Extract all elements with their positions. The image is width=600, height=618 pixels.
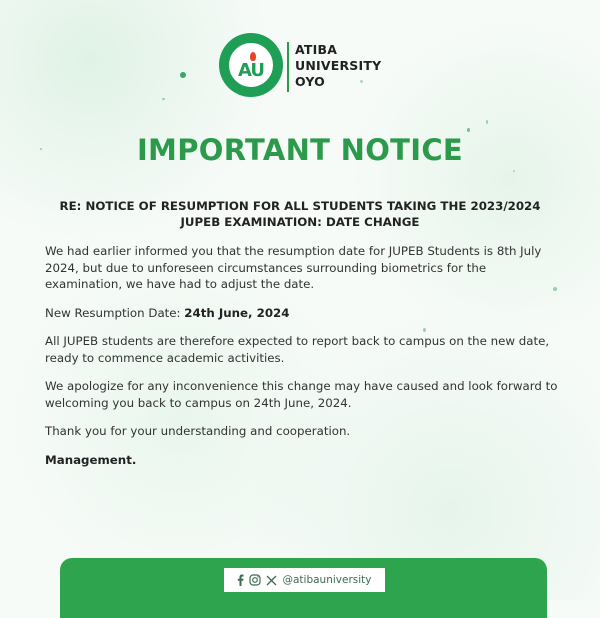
instagram-icon[interactable] [249, 574, 261, 586]
x-icon[interactable] [266, 575, 277, 586]
decorative-speck [513, 170, 515, 172]
notice-body [45, 243, 565, 480]
notice-heading-line1: RE: NOTICE OF RESUMPTION FOR ALL STUDENTS TAKING THE 2023/2024 [59, 199, 541, 213]
paragraph-earlier-info: We had earlier informed you that the resumption date for JUPEB Students is 8th July 2024, but due to unforeseen circumstances surrounding biometrics for the examination, we have had to adjust the date. [45, 244, 542, 291]
page-title: IMPORTANT NOTICE [136, 133, 464, 167]
paragraph-thanks: Thank you for your understanding and cooperation. [45, 424, 351, 438]
university-name-line: ATIBA [295, 42, 338, 57]
university-logo [219, 33, 283, 97]
paragraph-apology: We apologize for any inconvenience this change may have caused and look forward to welcoming you back to campus on 24th June, 2024. [45, 379, 558, 410]
notice-heading-line2: JUPEB EXAMINATION: DATE CHANGE [180, 215, 420, 229]
facebook-icon[interactable] [237, 574, 244, 586]
university-name-line: UNIVERSITY [295, 58, 382, 73]
university-name [295, 42, 381, 90]
social-handle-box [224, 568, 385, 592]
new-date-label: New Resumption Date: [45, 305, 185, 320]
new-date-value: 24th June, 2024 [184, 305, 290, 320]
logo-inner-circle [227, 41, 275, 89]
logo-text: AU [238, 60, 264, 81]
signoff [45, 452, 565, 469]
university-name-line: OYO [295, 74, 326, 89]
signoff-text: Management. [45, 452, 137, 467]
logo-ring [219, 33, 283, 97]
decorative-speck [486, 120, 488, 124]
header-divider [287, 42, 289, 92]
decorative-speck [162, 98, 165, 100]
paragraph-new-date [45, 305, 565, 322]
decorative-speck [180, 72, 186, 78]
decorative-speck [467, 128, 470, 132]
social-handle[interactable]: @atibauniversity [282, 574, 372, 586]
notice-heading [40, 198, 560, 230]
paragraph-report-back: All JUPEB students are therefore expected to report back to campus on the new date, ready to commence academic activities. [45, 334, 550, 365]
